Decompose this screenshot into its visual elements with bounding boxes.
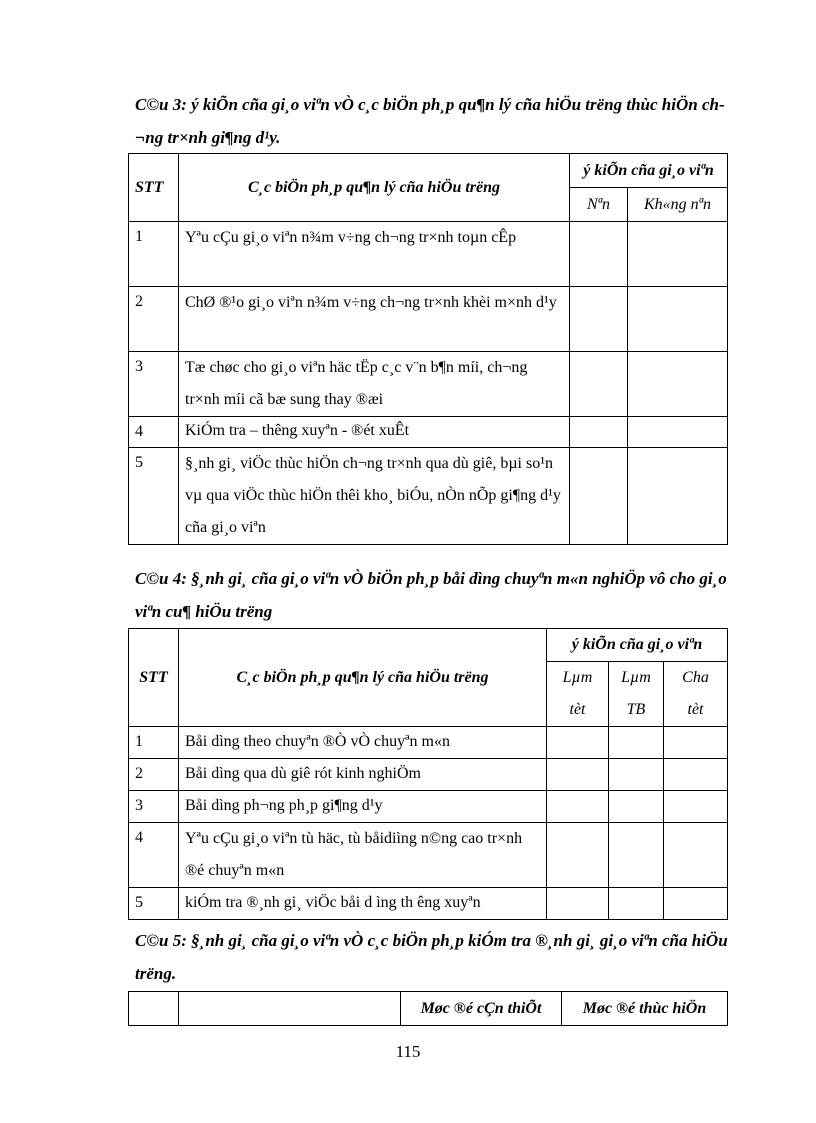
table-row — [129, 727, 728, 759]
good-label-1: Lµm — [562, 669, 593, 686]
not-good-label-1: Cha — [682, 669, 709, 686]
question-5-heading: C©u 5: §¸nh gi¸ cña gi¸o viªn vÒ c¸c biÖn ph¸p kiÓm tra ®¸nh gi¸ gi¸o viªn cña hiÖu trëng. — [135, 931, 728, 983]
measure-text: §¸nh gi¸ viÖc thùc hiÖn ch¬ng tr×nh qua dù giê, bµi so¹n vµ qua viÖc thùc hiÖn thêi kho¸ biÓu, nÒn nÕp gi¶ng d¹y cña gi¸o viªn — [179, 448, 570, 545]
row-number: 4 — [129, 417, 179, 448]
measures-header: C¸c biÖn ph¸p qu¶n lý cña hiÖu trëng — [179, 629, 547, 727]
question-3-heading: C©u 3: ý kiÕn cña gi¸o viªn vÒ c¸c biÖn ph¸p qu¶n lý cña hiÖu trëng thùc hiÖn ch¬ng tr×nh gi¶ng d¹y. — [135, 95, 725, 147]
row-number: 3 — [129, 791, 179, 823]
disagree-cell — [628, 287, 728, 352]
measure-text: ChØ ®¹o gi¸o viªn n¾m v÷ng ch¬ng tr×nh khèi m×nh d¹y — [179, 287, 570, 352]
average-header — [609, 662, 664, 727]
disagree-cell — [628, 352, 728, 417]
disagree-cell — [628, 448, 728, 545]
agree-header: Nªn — [570, 188, 628, 222]
agree-cell — [570, 222, 628, 287]
table-row — [129, 448, 728, 545]
agree-cell — [570, 352, 628, 417]
table-row — [129, 823, 728, 888]
stt-header: STT — [129, 154, 179, 222]
table-row — [129, 791, 728, 823]
average-label-2: TB — [626, 701, 646, 718]
average-label-1: Lµm — [621, 669, 651, 686]
row-number: 3 — [129, 352, 179, 417]
measure-text: KiÓm tra – thêng xuyªn - ®ét xuÊt — [179, 417, 570, 448]
disagree-cell — [628, 417, 728, 448]
good-label-2: tèt — [569, 701, 586, 718]
measure-text: Tæ chøc cho gi¸o viªn häc tËp c¸c v¨n b¶n míi, ch¬ng tr×nh míi cã bæ sung thay ®æi — [179, 352, 570, 417]
disagree-header: Kh«ng nªn — [628, 188, 728, 222]
opinion-header: ý kiÕn cña gi¸o viªn — [570, 154, 728, 188]
row-number: 2 — [129, 759, 179, 791]
empty-header — [179, 992, 401, 1026]
row-number: 5 — [129, 448, 179, 545]
measure-text: Yªu cÇu gi¸o viªn n¾m v÷ng ch¬ng tr×nh toµn cÊp — [179, 222, 570, 287]
measure-text: Yªu cÇu gi¸o viªn tù häc, tù båidiìng n©ng cao tr×nh ®é chuyªn m«n — [179, 823, 547, 888]
table-row — [129, 352, 728, 417]
measures-opinion-table — [128, 153, 728, 545]
good-header — [547, 662, 609, 727]
question-4-heading: C©u 4: §¸nh gi¸ cña gi¸o viªn vÒ biÖn ph¸p båi dìng chuyªn m«n nghiÖp vô cho gi¸o viªn cu¶ hiÖu trëng — [135, 569, 727, 621]
row-number: 4 — [129, 823, 179, 888]
row-number: 1 — [129, 727, 179, 759]
measure-text: Båi dìng theo chuyªn ®Ò vÒ chuyªn m«n — [179, 727, 547, 759]
table-row — [129, 222, 728, 287]
opinion-header: ý kiÕn cña gi¸o viªn — [547, 629, 728, 662]
agree-cell — [570, 417, 628, 448]
page-number: 115 — [395, 1042, 421, 1061]
measure-text: Båi dìng qua dù giê rót kinh nghiÖm — [179, 759, 547, 791]
training-evaluation-table — [128, 628, 728, 920]
agree-cell — [570, 448, 628, 545]
agree-cell — [570, 287, 628, 352]
row-number: 2 — [129, 287, 179, 352]
measure-text: Båi dìng ph¬ng ph¸p gi¶ng d¹y — [179, 791, 547, 823]
table-row — [129, 417, 728, 448]
assessment-table — [128, 991, 728, 1026]
disagree-cell — [628, 222, 728, 287]
measures-header: C¸c biÖn ph¸p qu¶n lý cña hiÖu trëng — [179, 154, 570, 222]
implementation-header: Møc ®é thùc hiÖn — [562, 992, 728, 1026]
measure-text: kiÓm tra ®¸nh gi¸ viÖc båi d ìng th êng xuyªn — [179, 888, 547, 920]
stt-header: STT — [129, 629, 179, 727]
table-row — [129, 287, 728, 352]
row-number: 5 — [129, 888, 179, 920]
table-row — [129, 888, 728, 920]
row-number: 1 — [129, 222, 179, 287]
table-row — [129, 759, 728, 791]
empty-header — [129, 992, 179, 1026]
not-good-header — [664, 662, 728, 727]
necessity-header: Møc ®é cÇn thiÕt — [401, 992, 562, 1026]
not-good-label-2: tèt — [687, 701, 704, 718]
